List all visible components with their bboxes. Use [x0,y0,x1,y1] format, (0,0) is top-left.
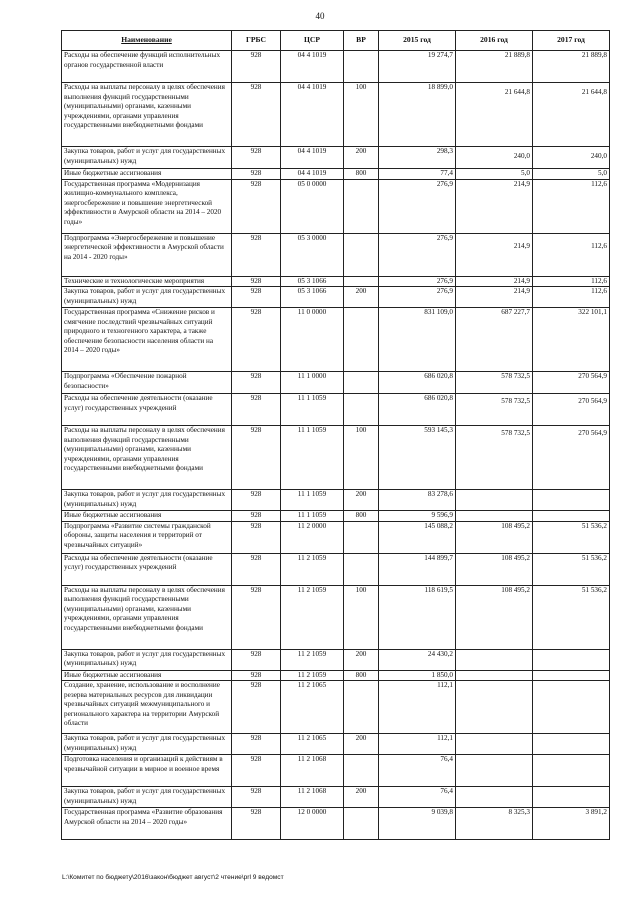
row-name-cell: Государственная программа «Развитие образования Амурской области на 2014 – 2020 годы» [62,808,232,840]
table-row [62,169,610,180]
row-csr-cell: 04 4 1019 [281,147,344,169]
row-csr-cell: 11 2 1065 [281,734,344,755]
row-2016-cell [456,233,533,276]
row-grbs-cell: 928 [232,521,281,553]
row-name-cell: Иные бюджетные ассигнования [62,670,232,681]
amount-value: 270 564,9 [578,372,607,380]
row-vr-cell: 200 [344,787,379,808]
column-header-2015: 2015 год [379,31,456,51]
row-csr-cell: 11 1 1059 [281,490,344,511]
row-name-cell: Расходы на обеспечение деятельности (оказание услуг) государственных учреждений [62,394,232,426]
table-row [62,681,610,734]
row-csr-cell: 11 2 1068 [281,755,344,787]
amount-value: 145 088,2 [424,521,453,530]
table-row [62,490,610,511]
row-2016-cell [456,734,533,755]
row-2015-cell [379,553,456,585]
row-vr-cell: 200 [344,287,379,308]
amount-value: 214,9 [513,276,530,285]
table-row [62,83,610,147]
column-header-vr: ВР [344,31,379,51]
amount-value: 593 145,3 [424,426,453,434]
amount-value: 686 020,8 [424,394,453,402]
amount-value: 276,9 [436,287,453,295]
column-header-name: Наименование [62,31,232,51]
row-name-cell: Государственная программа «Снижение рисков и смягчение последствий чрезвычайных ситуаций природного и техногенного характера, а также обеспечение безопасности населения области на 2014 – 2020 годы» [62,308,232,372]
row-vr-cell: 100 [344,585,379,649]
row-name-cell: Иные бюджетные ассигнования [62,511,232,522]
amount-value: 240,0 [513,152,530,160]
row-vr-cell [344,394,379,426]
amount-value: 108 495,2 [501,553,530,562]
row-csr-cell: 11 1 1059 [281,511,344,522]
row-2017-cell [533,394,610,426]
row-2017-cell [533,233,610,276]
row-2015-cell [379,179,456,233]
row-2015-cell [379,372,456,394]
row-grbs-cell: 928 [232,426,281,490]
table-row [62,521,610,553]
amount-value: 298,3 [436,147,453,155]
file-path-footer: L:\Комитет по бюджету\2016\закон\бюджет август\2 чтение\рrl 9 ведомст [62,874,284,881]
row-name-cell: Иные бюджетные ассигнования [62,169,232,180]
amount-value: 322 101,1 [578,308,607,316]
row-grbs-cell: 928 [232,511,281,522]
table-row [62,276,610,287]
row-csr-cell: 11 2 0000 [281,521,344,553]
amount-value: 51 536,2 [581,585,607,594]
row-csr-cell: 04 4 1019 [281,51,344,83]
row-name-cell: Расходы на обеспечение функций исполнительных органов государственной власти [62,51,232,83]
row-2016-cell [456,287,533,308]
row-2015-cell [379,308,456,372]
row-2016-cell [456,808,533,840]
row-name-cell: Расходы на выплаты персоналу в целях обеспечения выполнения функций государственными (муниципальными) органами, казенными учреждениями, органами управления государственными внебюджетными фондами [62,585,232,649]
row-2016-cell [456,649,533,670]
table-row [62,426,610,490]
table-row [62,287,610,308]
row-2016-cell [456,755,533,787]
table-header-row [62,31,610,51]
row-vr-cell: 800 [344,670,379,681]
amount-value: 112,6 [591,179,607,188]
row-vr-cell [344,51,379,83]
row-2017-cell [533,51,610,83]
amount-value: 8 325,3 [508,808,530,816]
row-2016-cell [456,490,533,511]
row-grbs-cell: 928 [232,308,281,372]
row-2016-cell [456,169,533,180]
amount-value: 83 278,6 [427,490,453,498]
row-vr-cell [344,681,379,734]
row-2017-cell [533,511,610,522]
row-2016-cell [456,553,533,585]
amount-value: 77,4 [440,169,453,177]
amount-value: 24 430,2 [427,649,453,658]
row-2017-cell [533,585,610,649]
row-vr-cell: 200 [344,147,379,169]
row-grbs-cell: 928 [232,585,281,649]
column-header-grbs: ГРБС [232,31,281,51]
row-2015-cell [379,511,456,522]
row-csr-cell: 11 2 1065 [281,681,344,734]
row-csr-cell: 05 3 1066 [281,276,344,287]
row-2016-cell [456,681,533,734]
row-csr-cell: 11 2 1059 [281,553,344,585]
row-vr-cell: 800 [344,169,379,180]
row-2017-cell [533,83,610,147]
row-2017-cell [533,808,610,840]
row-csr-cell: 11 2 1068 [281,787,344,808]
table-row [62,372,610,394]
row-grbs-cell: 928 [232,734,281,755]
row-2015-cell [379,287,456,308]
row-2017-cell [533,681,610,734]
amount-value: 21 644,8 [504,88,530,96]
row-2016-cell [456,511,533,522]
row-2017-cell [533,649,610,670]
row-grbs-cell: 928 [232,147,281,169]
amount-value: 687 227,7 [501,308,530,316]
row-2015-cell [379,394,456,426]
row-vr-cell: 200 [344,734,379,755]
row-csr-cell: 12 0 0000 [281,808,344,840]
row-csr-cell: 11 1 1059 [281,426,344,490]
row-name-cell: Расходы на обеспечение деятельности (оказание услуг) государственных учреждений [62,553,232,585]
row-name-cell: Технические и технологические мероприятия [62,276,232,287]
table-row [62,787,610,808]
table-row [62,649,610,670]
amount-value: 276,9 [436,179,453,188]
row-2017-cell [533,553,610,585]
amount-value: 76,4 [440,787,453,795]
row-2016-cell [456,51,533,83]
budget-table-body [62,51,610,840]
amount-value: 831 109,0 [424,308,453,316]
amount-value: 214,9 [513,241,530,250]
row-grbs-cell: 928 [232,394,281,426]
row-2015-cell [379,83,456,147]
row-vr-cell [344,521,379,553]
row-2015-cell [379,521,456,553]
amount-value: 21 644,8 [581,88,607,96]
row-2016-cell [456,787,533,808]
row-grbs-cell: 928 [232,787,281,808]
row-csr-cell: 11 0 0000 [281,308,344,372]
row-2015-cell [379,276,456,287]
row-2016-cell [456,426,533,490]
amount-value: 112,1 [437,734,453,742]
table-row [62,755,610,787]
row-grbs-cell: 928 [232,287,281,308]
amount-value: 578 732,5 [501,429,530,437]
amount-value: 3 891,2 [585,808,607,816]
row-grbs-cell: 928 [232,681,281,734]
amount-value: 144 899,7 [424,553,453,562]
amount-value: 108 495,2 [501,585,530,594]
row-2017-cell [533,426,610,490]
amount-value: 118 619,5 [424,585,453,594]
row-2015-cell [379,649,456,670]
row-2015-cell [379,670,456,681]
row-name-cell: Расходы на выплаты персоналу в целях обеспечения выполнения функций государственными (муниципальными) органами, казенными учреждениями, органами управления государственными внебюджетными фондами [62,426,232,490]
row-2016-cell [456,372,533,394]
row-2017-cell [533,308,610,372]
row-csr-cell: 11 2 1059 [281,649,344,670]
amount-value: 686 020,8 [424,372,453,380]
row-2016-cell [456,147,533,169]
amount-value: 214,9 [513,287,530,295]
column-header-csr: ЦСР [281,31,344,51]
row-grbs-cell: 928 [232,755,281,787]
row-name-cell: Закупка товаров, работ и услуг для государственных (муниципальных) нужд [62,734,232,755]
row-csr-cell: 05 0 0000 [281,179,344,233]
budget-table [61,30,610,840]
row-name-cell: Подпрограмма «Развитие системы гражданской обороны, защиты населения и территорий от чрезвычайных ситуаций» [62,521,232,553]
row-name-cell: Создание, хранение, использование и восполнение резерва материальных ресурсов для ликвидации чрезвычайных ситуаций межмуниципального и регионального характера на территории Амурской области [62,681,232,734]
row-name-cell: Подготовка населения и организаций к действиям в чрезвычайной ситуации в мирное и военное время [62,755,232,787]
table-row [62,553,610,585]
amount-value: 214,9 [513,179,530,188]
row-2017-cell [533,755,610,787]
row-2016-cell [456,585,533,649]
amount-value: 112,6 [591,287,607,295]
row-2017-cell [533,276,610,287]
row-name-cell: Подпрограмма «Энергосбережение и повышение энергетической эффективности в Амурской области на 2014 - 2020 годы» [62,233,232,276]
column-header-2016: 2016 год [456,31,533,51]
row-2017-cell [533,521,610,553]
row-name-cell: Закупка товаров, работ и услуг для государственных (муниципальных) нужд [62,649,232,670]
amount-value: 240,0 [590,152,607,160]
row-csr-cell: 11 2 1059 [281,670,344,681]
amount-value: 276,9 [436,233,453,242]
amount-value: 578 732,5 [501,397,530,405]
row-2017-cell [533,372,610,394]
table-row [62,808,610,840]
table-row [62,511,610,522]
row-2015-cell [379,681,456,734]
row-2016-cell [456,521,533,553]
table-row [62,670,610,681]
row-2016-cell [456,670,533,681]
row-2015-cell [379,808,456,840]
row-grbs-cell: 928 [232,490,281,511]
row-vr-cell: 800 [344,511,379,522]
row-grbs-cell: 928 [232,51,281,83]
amount-value: 21 889,8 [581,51,607,59]
row-vr-cell: 200 [344,490,379,511]
row-vr-cell [344,233,379,276]
row-grbs-cell: 928 [232,553,281,585]
row-2017-cell [533,169,610,180]
row-vr-cell: 200 [344,649,379,670]
row-2016-cell [456,276,533,287]
amount-value: 276,9 [436,276,453,285]
row-2015-cell [379,755,456,787]
amount-value: 51 536,2 [581,553,607,562]
table-row [62,585,610,649]
row-vr-cell [344,755,379,787]
row-csr-cell: 05 3 0000 [281,233,344,276]
row-2015-cell [379,490,456,511]
amount-value: 1 850,0 [431,670,453,679]
row-vr-cell [344,808,379,840]
row-csr-cell: 11 2 1059 [281,585,344,649]
row-grbs-cell: 928 [232,649,281,670]
row-name-cell: Закупка товаров, работ и услуг для государственных (муниципальных) нужд [62,787,232,808]
row-2015-cell [379,51,456,83]
amount-value: 112,6 [591,276,607,285]
amount-value: 5,0 [598,169,607,177]
row-2015-cell [379,147,456,169]
row-vr-cell: 100 [344,426,379,490]
row-vr-cell [344,372,379,394]
row-2017-cell [533,670,610,681]
column-header-2017: 2017 год [533,31,610,51]
amount-value: 9 596,9 [431,511,453,519]
table-row [62,179,610,233]
row-2016-cell [456,394,533,426]
row-2015-cell [379,734,456,755]
row-vr-cell [344,308,379,372]
amount-value: 21 889,8 [504,51,530,59]
row-2016-cell [456,83,533,147]
row-2017-cell [533,490,610,511]
row-2016-cell [456,308,533,372]
amount-value: 112,1 [437,681,453,689]
row-csr-cell: 04 4 1019 [281,83,344,147]
row-2016-cell [456,179,533,233]
row-name-cell: Закупка товаров, работ и услуг для государственных (муниципальных) нужд [62,147,232,169]
table-row [62,147,610,169]
page-number: 40 [315,11,325,21]
row-csr-cell: 11 1 1059 [281,394,344,426]
table-row [62,308,610,372]
row-2017-cell [533,734,610,755]
table-row [62,734,610,755]
row-grbs-cell: 928 [232,179,281,233]
row-vr-cell [344,179,379,233]
amount-value: 19 274,7 [427,51,453,59]
row-vr-cell: 100 [344,83,379,147]
row-2017-cell [533,787,610,808]
row-csr-cell: 04 4 1019 [281,169,344,180]
row-vr-cell [344,276,379,287]
amount-value: 112,6 [591,241,607,250]
row-2015-cell [379,585,456,649]
row-name-cell: Закупка товаров, работ и услуг для государственных (муниципальных) нужд [62,287,232,308]
row-grbs-cell: 928 [232,83,281,147]
row-grbs-cell: 928 [232,276,281,287]
row-grbs-cell: 928 [232,808,281,840]
amount-value: 9 039,8 [431,808,453,816]
row-2015-cell [379,233,456,276]
amount-value: 76,4 [440,755,453,763]
row-2017-cell [533,287,610,308]
row-csr-cell: 05 3 1066 [281,287,344,308]
table-row [62,233,610,276]
table-row [62,51,610,83]
amount-value: 578 732,5 [501,372,530,380]
table-row [62,394,610,426]
amount-value: 5,0 [521,169,530,177]
row-2017-cell [533,147,610,169]
row-name-cell: Расходы на выплаты персоналу в целях обеспечения выполнения функций государственными (муниципальными) органами, казенными учреждениями, органами управления государственными внебюджетными фондами [62,83,232,147]
row-csr-cell: 11 1 0000 [281,372,344,394]
amount-value: 108 495,2 [501,521,530,530]
row-2017-cell [533,179,610,233]
row-vr-cell [344,553,379,585]
row-name-cell: Подпрограмма «Обеспечение пожарной безопасности» [62,372,232,394]
row-grbs-cell: 928 [232,169,281,180]
row-2015-cell [379,426,456,490]
row-grbs-cell: 928 [232,670,281,681]
row-2015-cell [379,169,456,180]
amount-value: 270 564,9 [578,397,607,405]
amount-value: 51 536,2 [581,521,607,530]
row-grbs-cell: 928 [232,372,281,394]
row-grbs-cell: 928 [232,233,281,276]
amount-value: 18 899,0 [427,83,453,91]
row-name-cell: Государственная программа «Модернизация жилищно-коммунального комплекса, энергосбережение и повышение энергетической эффективности в Амурской области на 2014 – 2020 годы» [62,179,232,233]
amount-value: 270 564,9 [578,429,607,437]
row-2015-cell [379,787,456,808]
row-name-cell: Закупка товаров, работ и услуг для государственных (муниципальных) нужд [62,490,232,511]
